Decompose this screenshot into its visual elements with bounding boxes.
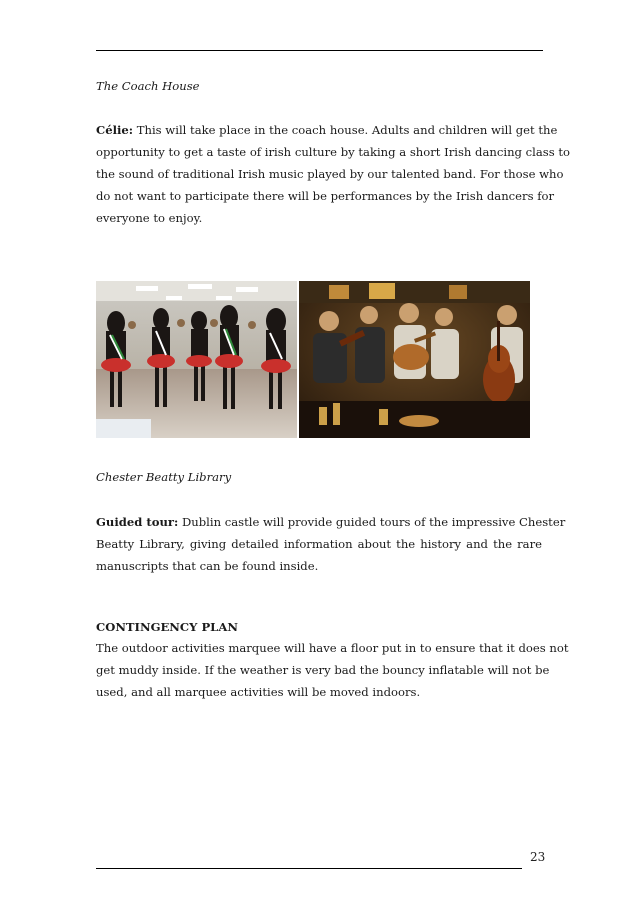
tour-line-2: Beatty Library, giving detailed information about the history and the rare (96, 537, 542, 551)
section-title-coach-house: The Coach House (96, 79, 200, 93)
celie-line-1: This will take place in the coach house. Adults and children will get the (136, 123, 558, 137)
page-number: 23 (530, 850, 546, 864)
celie-line-3: the sound of traditional Irish music played by our talented band. For those who (96, 167, 564, 181)
tour-line-3: manuscripts that can be found inside. (96, 559, 319, 573)
contingency-paragraph (96, 637, 569, 703)
footer-rule (96, 868, 522, 869)
celie-line-2: opportunity to get a taste of irish culture by taking a short Irish dancing class to (96, 145, 570, 159)
header-rule (96, 50, 543, 51)
guided-tour-paragraph (96, 511, 566, 577)
irish-dancers-photo (96, 281, 297, 438)
celie-paragraph (96, 119, 570, 229)
contingency-line-2: get muddy inside. If the weather is very bad the bouncy inflatable will not be (96, 663, 550, 677)
contingency-line-1: The outdoor activities marquee will have a floor put in to ensure that it does not (96, 641, 569, 655)
section-title-chester-beatty: Chester Beatty Library (96, 470, 232, 484)
celie-label: Célie: (96, 123, 134, 137)
guided-tour-label: Guided tour: (96, 515, 179, 529)
tour-line-1: Dublin castle will provide guided tours of the impressive Chester (181, 515, 566, 529)
contingency-line-3: used, and all marquee activities will be moved indoors. (96, 685, 421, 699)
celie-line-4: do not want to participate there will be performances by the Irish dancers for (96, 189, 555, 203)
irish-band-photo (299, 281, 530, 438)
celie-line-5: everyone to enjoy. (96, 211, 203, 225)
contingency-heading: CONTINGENCY PLAN (96, 620, 238, 634)
